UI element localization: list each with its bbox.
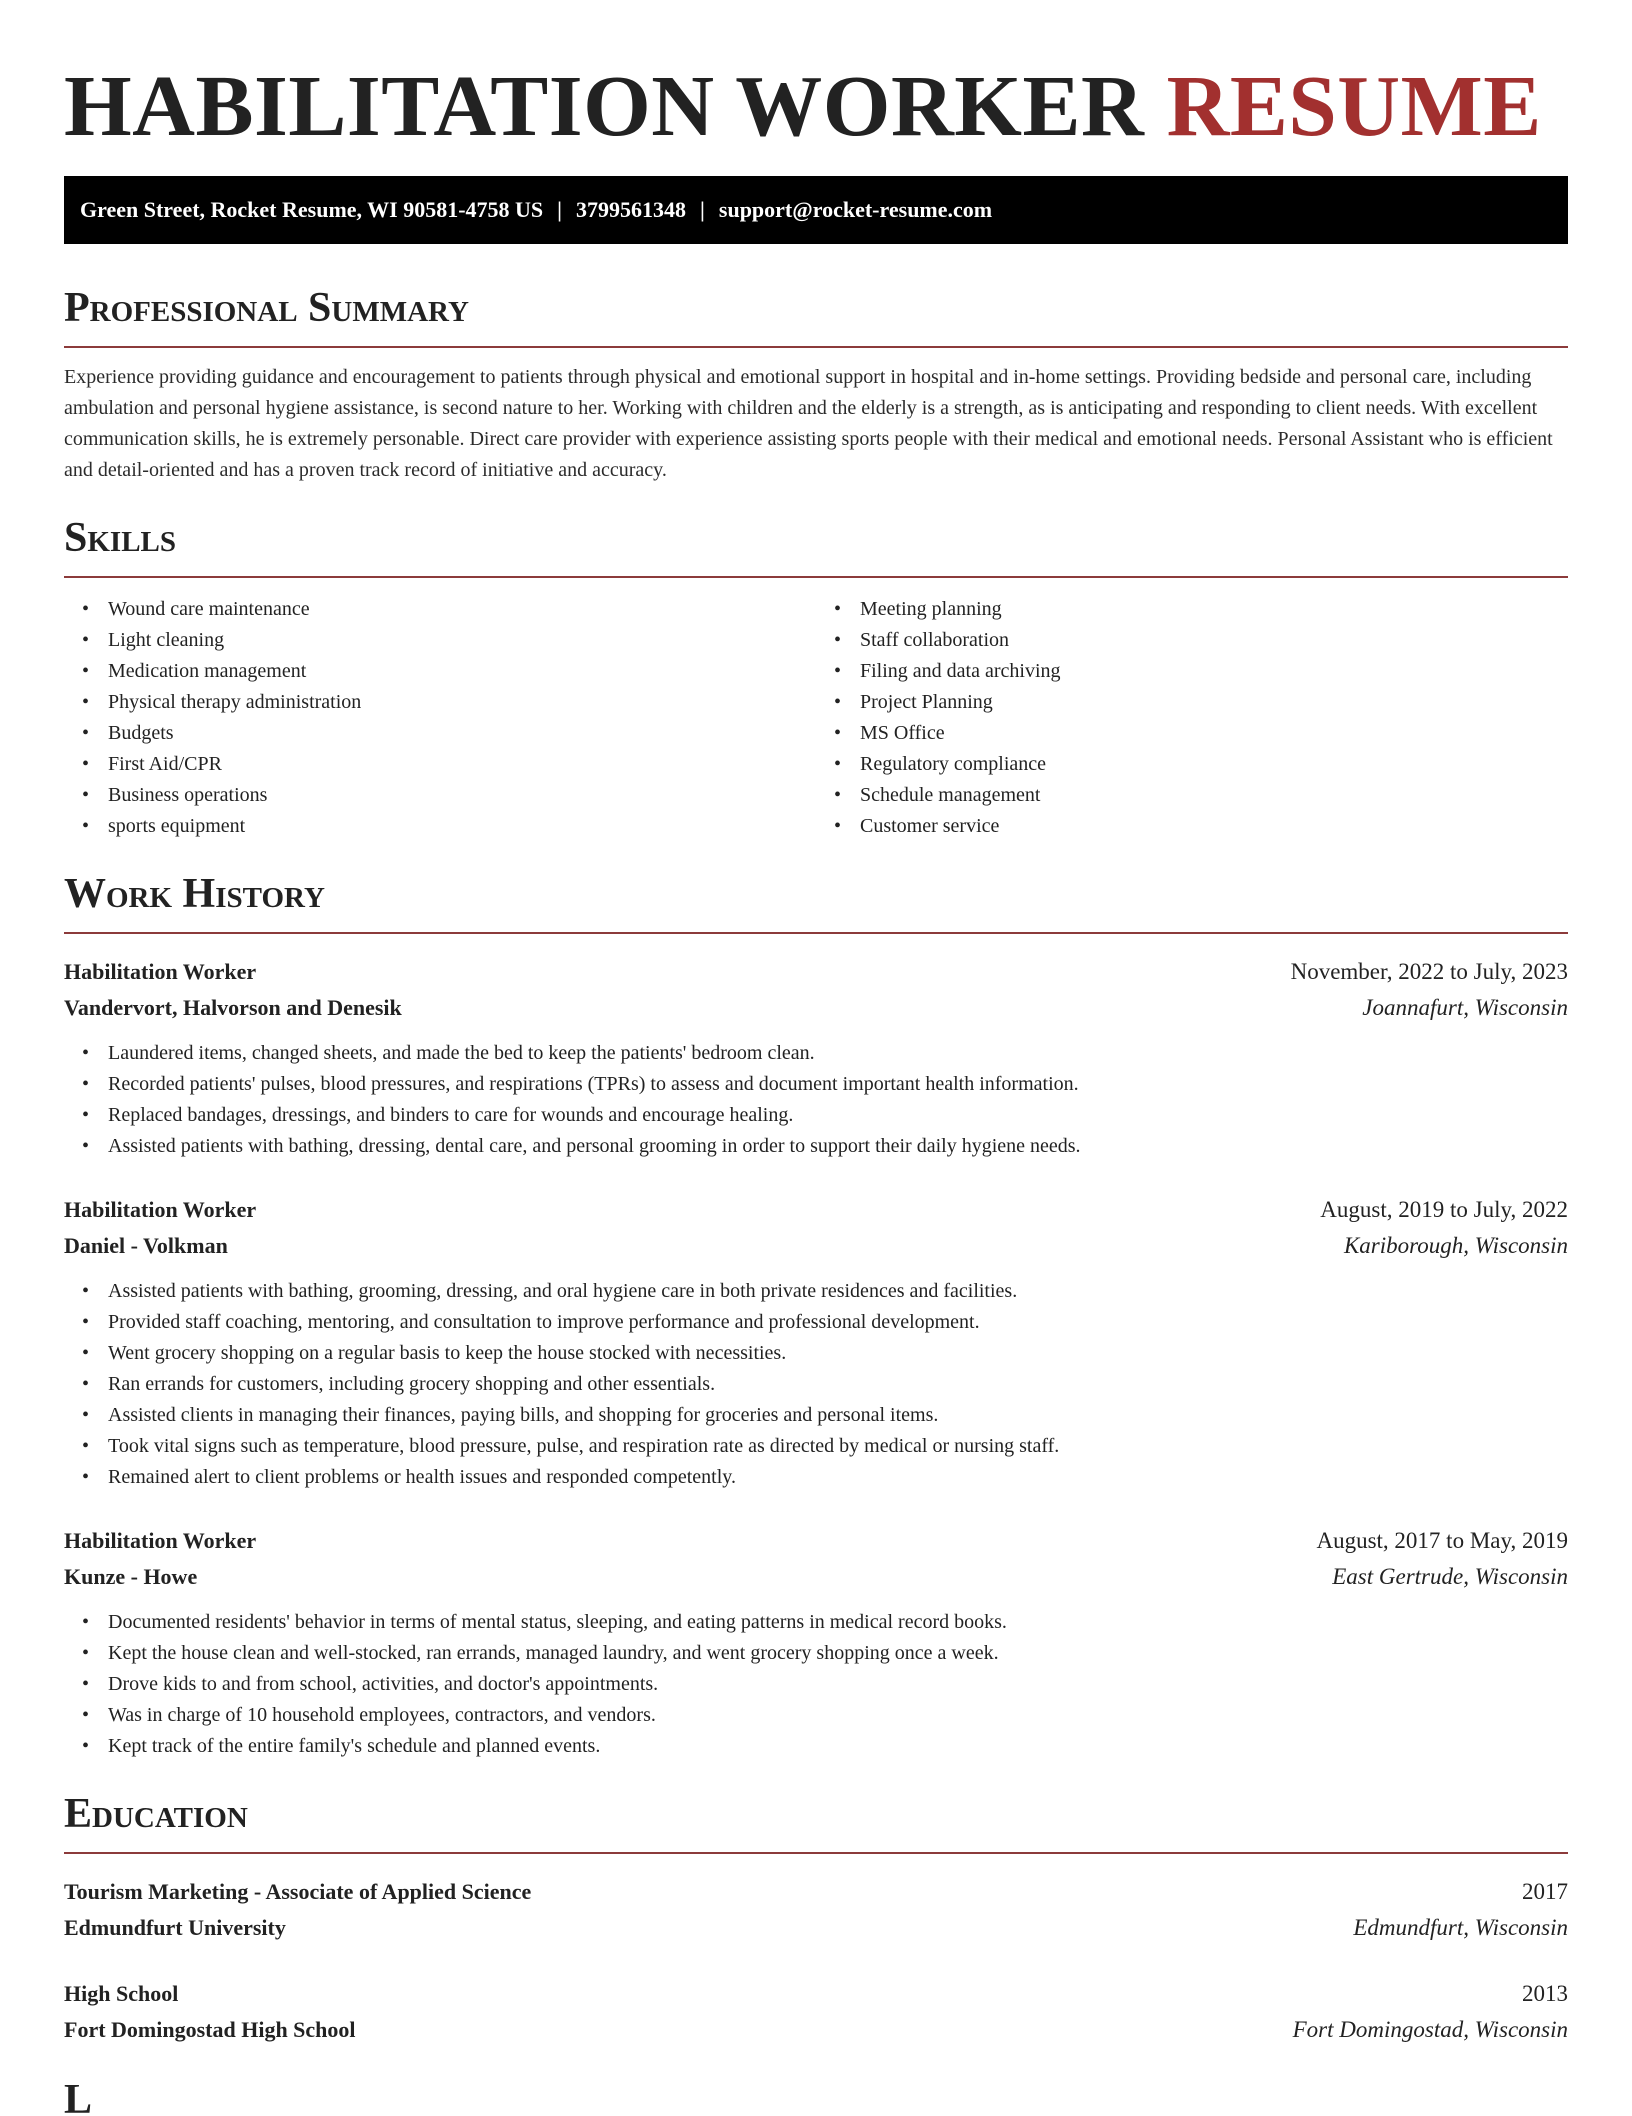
job-header-row [64,1192,1568,1228]
education-school: Fort Domingostad High School [64,2017,356,2042]
skill-item: • Meeting planning [860,594,1568,625]
education-school-row [64,1910,1568,1946]
job-entry [64,954,1568,1162]
job-entry [64,1192,1568,1493]
skill-item: • First Aid/CPR [108,749,816,780]
job-bullet: • Kept track of the entire family's schedule and planned events. [108,1731,1568,1762]
job-company: Vandervort, Halvorson and Denesik [64,995,402,1020]
job-bullet: • Kept the house clean and well-stocked, ran errands, managed laundry, and went grocery shopping once a week. [108,1638,1568,1669]
contact-bar [64,176,1568,244]
skill-item: • Customer service [860,811,1568,842]
skill-item: • Filing and data archiving [860,656,1568,687]
job-header-row [64,954,1568,990]
job-dates: August, 2017 to May, 2019 [1316,1528,1568,1553]
job-dates: August, 2019 to July, 2022 [1320,1197,1568,1222]
skills-grid [64,594,1568,842]
education-entry [64,1976,1568,2048]
skills-section [64,514,1568,842]
education-entry [64,1874,1568,1946]
contact-address: Green Street, Rocket Resume, WI 90581-4758 US [80,197,544,222]
job-title: Habilitation Worker [64,1528,257,1553]
job-title: Habilitation Worker [64,1197,257,1222]
job-bullets [64,1607,1568,1762]
job-bullet: • Laundered items, changed sheets, and made the bed to keep the patients' bedroom clean. [108,1038,1568,1069]
skill-item: • Wound care maintenance [108,594,816,625]
skill-item: • MS Office [860,718,1568,749]
job-bullet: • Replaced bandages, dressings, and binders to care for wounds and encourage healing. [108,1100,1568,1131]
job-location: East Gertrude, Wisconsin [1332,1564,1568,1589]
job-bullet: • Drove kids to and from school, activities, and doctor's appointments. [108,1669,1568,1700]
education-degree: Tourism Marketing - Associate of Applied Science [64,1879,532,1904]
contact-separator: | [700,197,705,222]
skill-item: • Business operations [108,780,816,811]
job-bullet: • Provided staff coaching, mentoring, and consultation to improve performance and professional development. [108,1307,1568,1338]
skill-item: • Schedule management [860,780,1568,811]
skill-item: • Physical therapy administration [108,687,816,718]
skill-item: • sports equipment [108,811,816,842]
job-bullet: • Remained alert to client problems or health issues and responded competently. [108,1462,1568,1493]
skill-item: • Staff collaboration [860,625,1568,656]
next-section-clip [64,2076,1568,2116]
job-company: Daniel - Volkman [64,1233,228,1258]
title-accent: RESUME [1166,57,1542,154]
title-main: HABILITATION WORKER [64,57,1145,154]
education-header-row [64,1874,1568,1910]
job-bullet: • Assisted clients in managing their finances, paying bills, and shopping for groceries and personal items. [108,1400,1568,1431]
job-bullet: • Ran errands for customers, including grocery shopping and other essentials. [108,1369,1568,1400]
job-bullet: • Assisted patients with bathing, dressing, dental care, and personal grooming in order to support their daily hygiene needs. [108,1131,1568,1162]
job-bullet: • Took vital signs such as temperature, blood pressure, pulse, and respiration rate as directed by medical or nursing staff. [108,1431,1568,1462]
section-heading-next: L [64,2077,93,2116]
section-heading-education: Education [64,1790,1568,1854]
job-company-row [64,990,1568,1026]
skill-item: • Project Planning [860,687,1568,718]
education-location: Fort Domingostad, Wisconsin [1292,2017,1568,2042]
contact-phone: 3799561348 [576,197,687,222]
education-location: Edmundfurt, Wisconsin [1353,1915,1568,1940]
job-bullet: • Went grocery shopping on a regular basis to keep the house stocked with necessities. [108,1338,1568,1369]
job-bullet: • Recorded patients' pulses, blood pressures, and respirations (TPRs) to assess and document important health information. [108,1069,1568,1100]
skill-item: • Medication management [108,656,816,687]
job-location: Kariborough, Wisconsin [1343,1233,1568,1258]
education-year: 2013 [1522,1981,1568,2006]
job-header-row [64,1523,1568,1559]
section-heading-skills: Skills [64,514,1568,578]
work-history-section [64,870,1568,1762]
skill-item: • Budgets [108,718,816,749]
job-bullet: • Documented residents' behavior in terms of mental status, sleeping, and eating patterns in medical record books. [108,1607,1568,1638]
job-dates: November, 2022 to July, 2023 [1290,959,1568,984]
section-heading-summary: Professional Summary [64,284,1568,348]
job-location: Joannafurt, Wisconsin [1362,995,1568,1020]
education-degree: High School [64,1981,179,2006]
education-school: Edmundfurt University [64,1915,286,1940]
education-section [64,1790,1568,2048]
education-school-row [64,2012,1568,2048]
contact-email: support@rocket-resume.com [718,197,993,222]
job-entry [64,1523,1568,1762]
skill-item: • Regulatory compliance [860,749,1568,780]
job-company-row [64,1559,1568,1595]
job-title: Habilitation Worker [64,959,257,984]
professional-summary-section [64,284,1568,486]
job-bullet: • Assisted patients with bathing, grooming, dressing, and oral hygiene care in both private residences and facilities. [108,1276,1568,1307]
skill-item: • Light cleaning [108,625,816,656]
job-bullet: • Was in charge of 10 household employees, contractors, and vendors. [108,1700,1568,1731]
education-header-row [64,1976,1568,2012]
education-year: 2017 [1522,1879,1568,1904]
contact-separator: | [557,197,563,222]
job-company-row [64,1228,1568,1264]
job-bullets [64,1038,1568,1162]
skills-left-list [64,594,816,842]
summary-text: Experience providing guidance and encouragement to patients through physical and emotional support in hospital and in-home settings. Providing bedside and personal care, including ambulation and personal hygiene assistance, is second nature to her. Working with children and the elderly is a strength, as is anticipating and responding to client needs. With excellent communication skills, he is extremely personable. Direct care provider with experience assisting sports people with their medical and emotional needs. Personal Assistant who is efficient and detail-oriented and has a proven track record of initiative and accuracy. [64,366,1553,481]
job-company: Kunze - Howe [64,1564,198,1589]
section-heading-work-history: Work History [64,870,1568,934]
job-bullets [64,1276,1568,1493]
resume-title [64,0,1568,156]
skills-right-list [816,594,1568,842]
